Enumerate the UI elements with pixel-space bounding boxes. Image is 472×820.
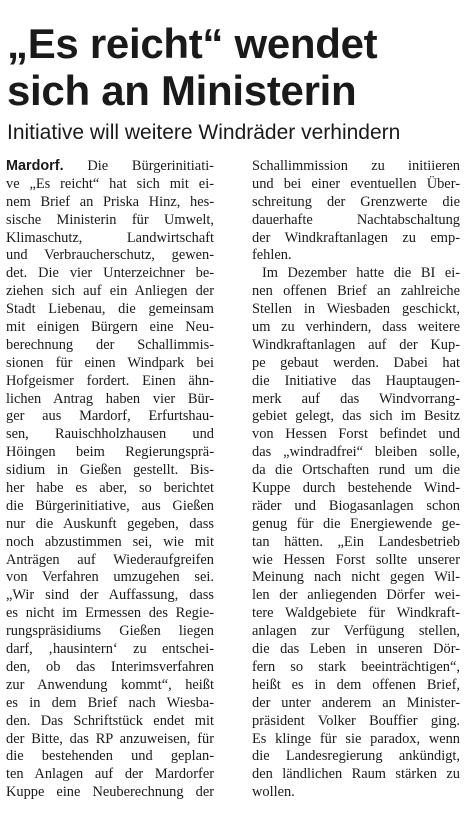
dateline: Mardorf.	[6, 158, 64, 174]
body-line: Höingen beim Regierungsprä-	[6, 444, 214, 461]
body-line: schreitung der Grenzwerte die	[252, 193, 460, 210]
body-line: Schallimmission zu initiieren	[252, 158, 460, 174]
body-line: darf, ‚hausintern‘ zu entschei-	[6, 641, 214, 658]
body-line: Anträgen auf Wiederaufgreifen	[6, 551, 214, 568]
subheadline: Initiative will weitere Windräder verhindern	[7, 121, 401, 144]
body-line: ger aus Mardorf, Erfurtshau-	[6, 408, 214, 425]
body-line: gebiet gelegt, das sich im Besitz	[252, 408, 460, 425]
body-line: tan hätten. „Ein Landesbetrieb	[252, 533, 460, 550]
body-line: fehlen.	[252, 247, 292, 264]
body-line: den, ob das Interimsverfahren	[6, 658, 214, 675]
body-line: sische Ministerin für Umwelt,	[6, 211, 214, 228]
body-line: sidium in Gießen gestellt. Bis-	[6, 462, 214, 479]
body-line: den. Das Schriftstück endet mit	[6, 712, 214, 729]
body-line-text: Die Bürgerinitiati-	[87, 158, 214, 174]
body-line: tere Waldgebiete für Windkraft-	[252, 605, 460, 622]
body-line: die Bürgerinitiative, aus Gießen	[6, 497, 214, 514]
body-line: es nicht im Ermessen des Regie-	[6, 605, 214, 622]
body-line: nen offenen Brief an zahlreiche	[252, 283, 460, 300]
body-line: berechnung der Schallimmis-	[6, 336, 214, 353]
body-line: es in dem Brief nach Wiesba-	[6, 694, 214, 711]
body-line: der Windkraftanlagen zu emp-	[252, 229, 460, 246]
body-line	[6, 158, 214, 176]
body-line: wollen.	[252, 784, 295, 801]
body-line: Stellen in Wiesbaden geschickt,	[252, 301, 460, 318]
body-line: räder und Biogasanlagen schon	[252, 497, 460, 514]
body-line: nem Brief an Priska Hinz, hes-	[6, 193, 214, 210]
body-line: die das Leben in unseren Dör-	[252, 641, 460, 658]
headline-line: sich an Ministerin	[7, 67, 357, 114]
body-line: „Wir sind der Auffassung, dass	[6, 587, 214, 604]
body-line: rungspräsidiums Gießen liegen	[6, 623, 214, 640]
body-line: das „windradfrei“ bleiben solle,	[252, 444, 460, 461]
body-line: ziehen sich auf ein Anliegen der	[6, 283, 214, 300]
body-line: len der anliegenden Dörfer wei-	[252, 587, 460, 604]
body-line: und Verbraucherschutz, gewen-	[6, 247, 214, 264]
body-line: sionen für einen Windpark bei	[6, 354, 214, 371]
body-line: ten Anlagen auf der Mardorfer	[6, 766, 214, 783]
body-line: sen, Rauischholzhausen und	[6, 426, 214, 443]
body-line: lichen Antrag haben vier Bür-	[6, 390, 214, 407]
body-line: noch abzustimmen sei, wie mit	[6, 533, 214, 550]
body-line: die Initiative das Hauptaugen-	[252, 372, 460, 389]
body-line: her habe es aber, so berichtet	[6, 480, 214, 497]
body-line: den ländlichen Raum stärken zu	[252, 766, 460, 783]
body-line: da die Ortschaften rund um die	[252, 462, 460, 479]
body-line: Windkraftanlagen auf der Kup-	[252, 336, 460, 353]
body-line: merk auf das Windvorrang-	[252, 390, 460, 407]
left-column	[6, 158, 214, 802]
body-line: ve „Es reicht“ hat sich mit ei-	[6, 175, 214, 192]
body-line: präsident Volker Bouffier ging.	[252, 712, 460, 729]
body-line: mit einigen Bürgern eine Neu-	[6, 319, 214, 336]
body-line: die bestehenden und geplan-	[6, 748, 214, 765]
body-line: und bei einer eventuellen Über-	[252, 175, 460, 192]
body-line: anlagen zur Verfügung stellen,	[252, 623, 460, 640]
body-line: Meinung nach nicht gegen Wil-	[252, 569, 460, 586]
body-line: nur die Auskunft gegeben, dass	[6, 515, 214, 532]
body-line: Kuppe durch bestehende Wind-	[252, 480, 460, 497]
body-line: Es klinge für sie paradox, wenn	[252, 730, 460, 747]
body-line: der unter anderem an Minister-	[252, 694, 460, 711]
body-line: Klimaschutz, Landwirtschaft	[6, 229, 214, 246]
body-line: pe gebaut werden. Dabei hat	[252, 354, 460, 371]
headline	[7, 20, 467, 114]
body-line: wie Hessen Forst sollte unserer	[252, 551, 460, 568]
body-line: von Verfahren umzugehen sei.	[6, 569, 214, 586]
body-line: heißt es in dem offenen Brief,	[252, 676, 460, 693]
body-line: zur Anwendung kommt“, heißt	[6, 676, 214, 693]
body-line: die Landesregierung ankündigt,	[252, 748, 460, 765]
body-line: Stadt Liebenau, die gemeinsam	[6, 301, 214, 318]
body-line: det. Die vier Unterzeichner be-	[6, 265, 214, 282]
body-line: genug für die Energiewende ge-	[252, 515, 460, 532]
body-line: um zu verhindern, dass weitere	[252, 319, 460, 336]
body-line: von Hessen Forst befindet und	[252, 426, 460, 443]
body-line: Hofgeismer fordert. Einen ähn-	[6, 372, 214, 389]
body-line: der Bitte, das RP anzuweisen, für	[6, 730, 214, 747]
body-line: Im Dezember hatte die BI ei-	[262, 265, 460, 282]
body-line: fern so stark beeinträchtigen“,	[252, 658, 460, 675]
body-line: Kuppe eine Neuberechnung der	[6, 784, 214, 801]
headline-line: „Es reicht“ wendet	[7, 20, 378, 67]
body-line: dauerhafte Nachtabschaltung	[252, 211, 460, 228]
right-column	[252, 158, 460, 802]
